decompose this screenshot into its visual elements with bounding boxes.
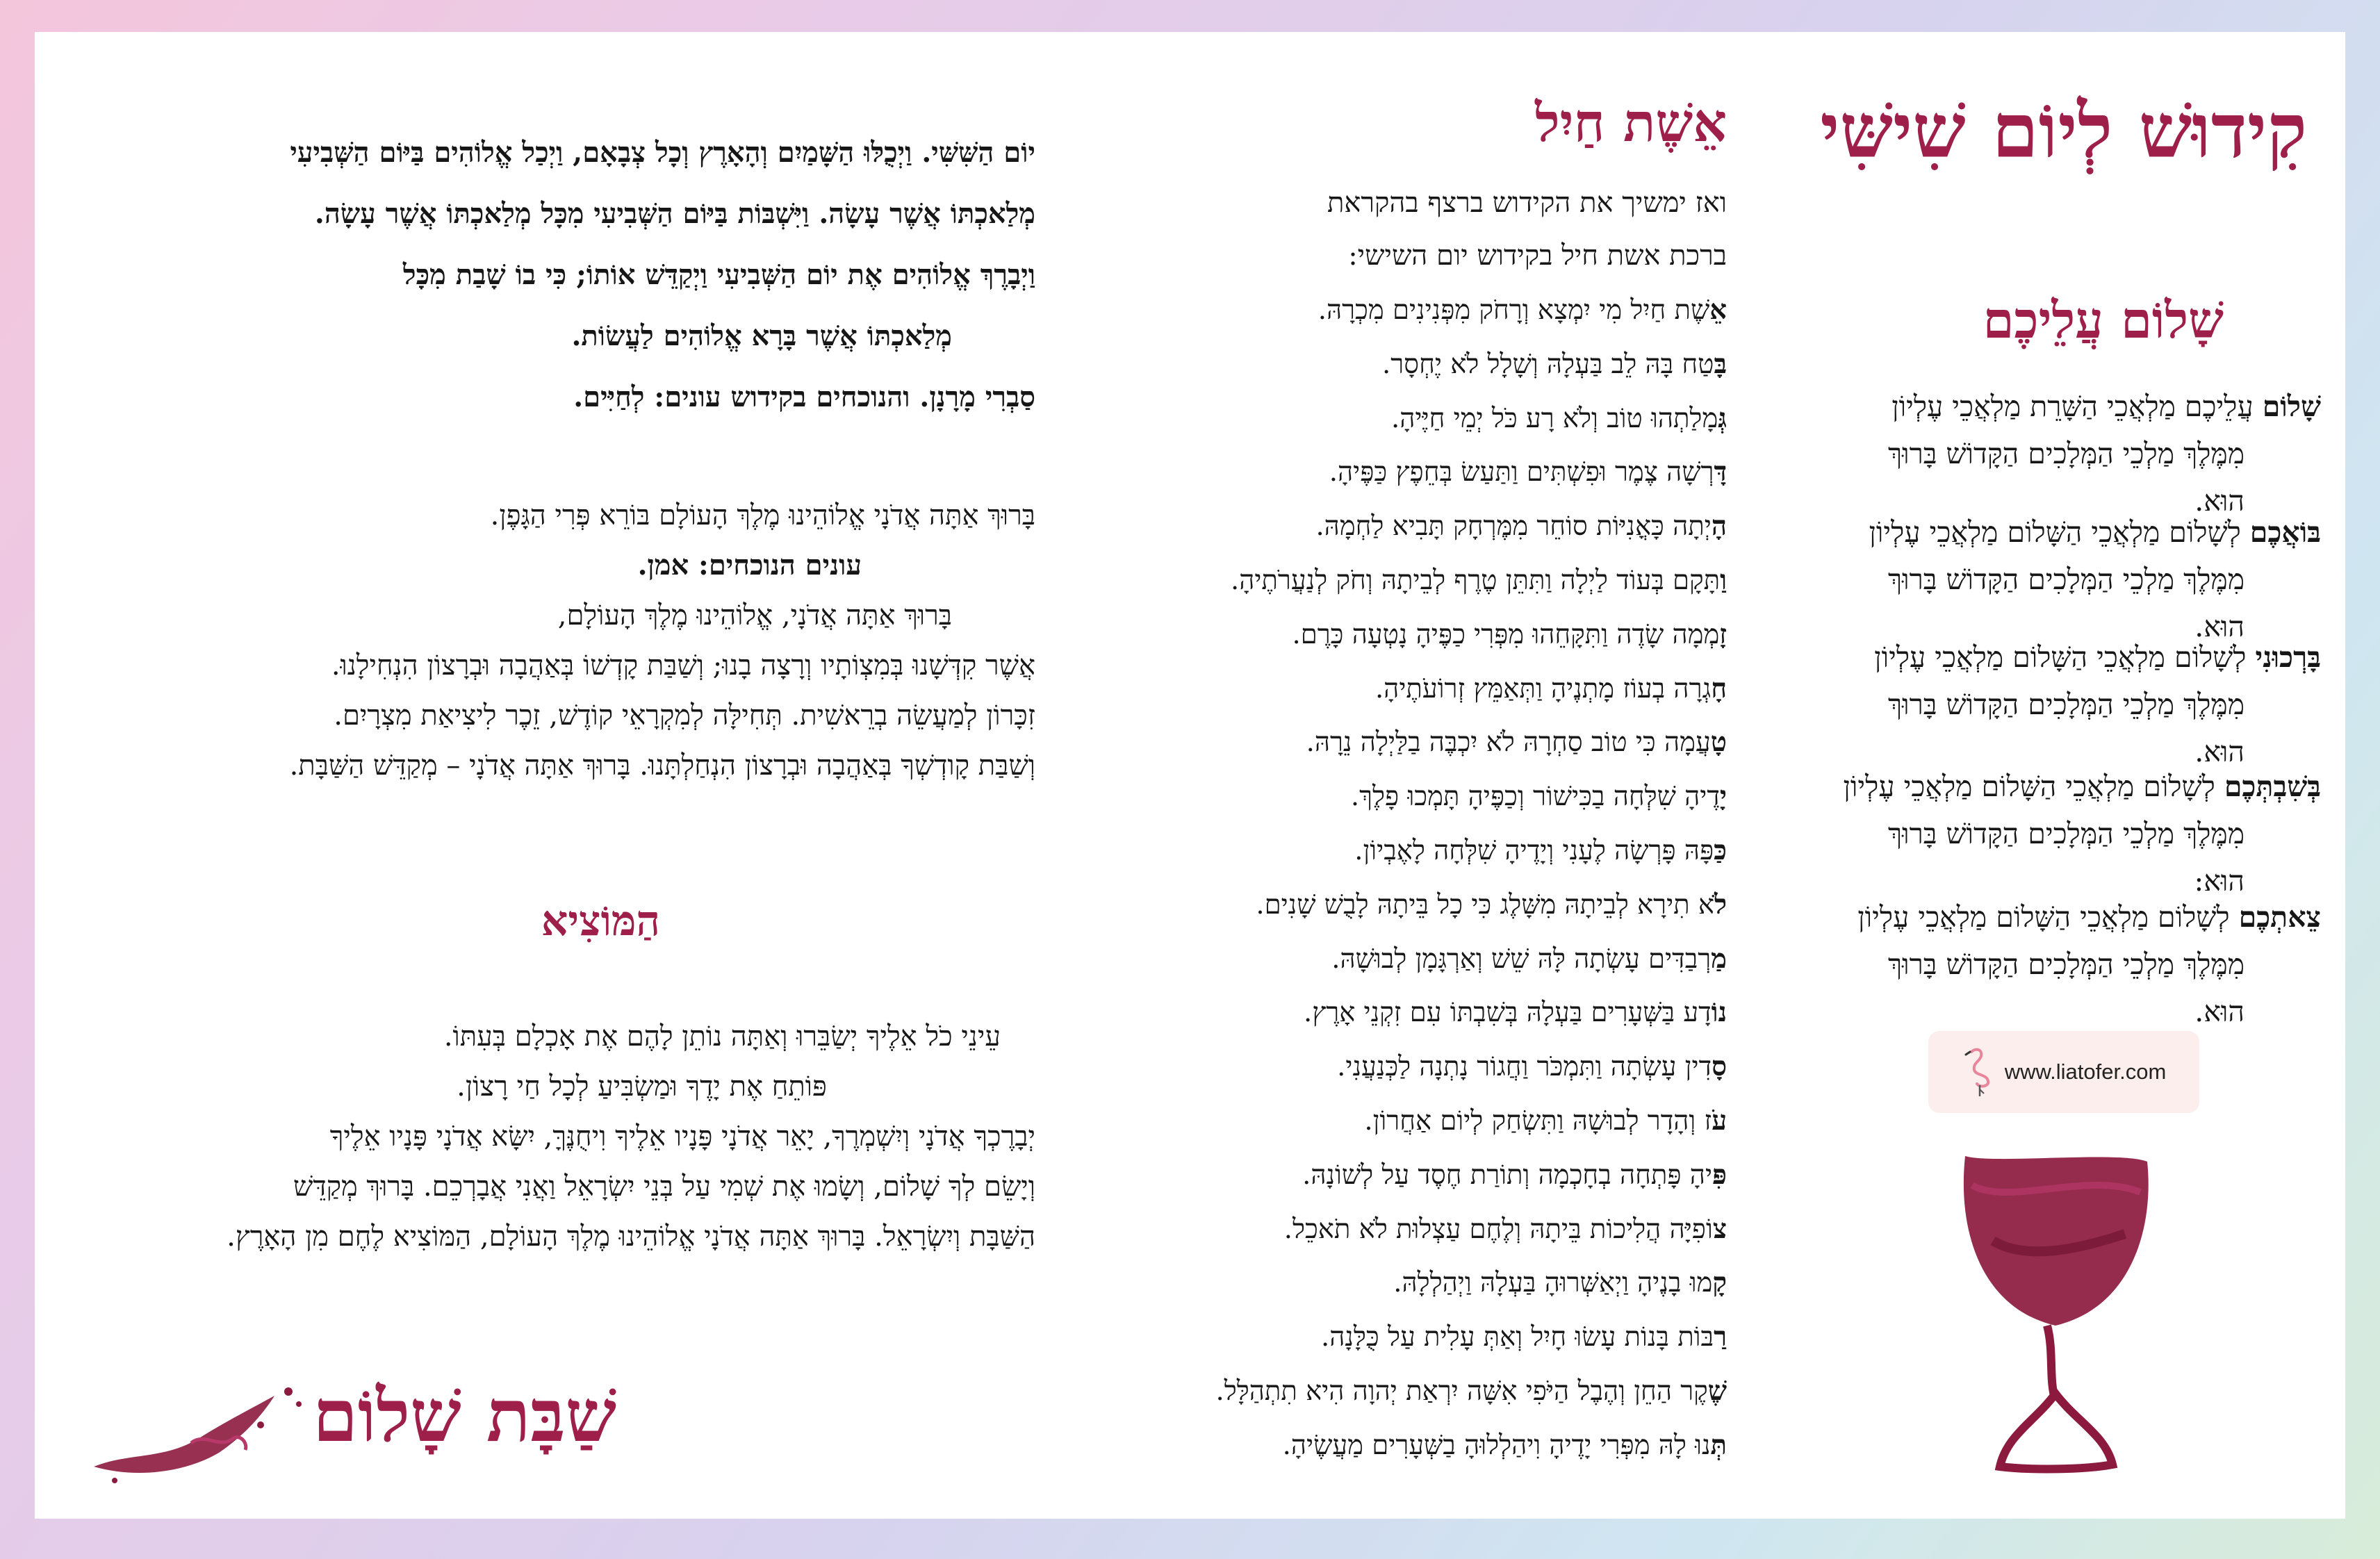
stanza-line: מִמֶּלֶךְ מַלְכֵי הַמְּלָכִים הַקָּדוֹשׁ בָּרוּךְ הוּא.	[1887, 437, 2244, 518]
verse-text: פָּהּ פָּרְשָׂה לֶעָנִי וְיָדֶיהָ שִׁלְּחָה לָאֶבְיוֹן.	[1354, 834, 1714, 866]
verse	[1008, 554, 1727, 608]
verse-text: יְתָה כָּאֳנִיּוֹת סוֹחֵר מִמֶּרְחָק תָּבִיא לַחְמָהּ.	[1315, 511, 1712, 543]
verse-initial: נוֹ	[1711, 997, 1727, 1029]
verse-initial: תְּ	[1710, 1429, 1727, 1461]
verse-initial: פִּ	[1712, 1159, 1727, 1191]
text-line: יְבָרֶכְךָ אֲדֹנָי וְיִשְׁמְרֶךָ, יָאֵר אֲדֹנָי פָּנָיו אֵלֶיךָ וִיחֻנֶּךָּ, יִשָּׂא אֲדֹנָי פָּנָיו אֵלֶיךָ	[329, 1121, 1035, 1153]
closing-title: שַׁבָּת שָׁלוֹם	[313, 1373, 617, 1458]
verse-initial: עֹ	[1712, 1105, 1727, 1137]
verse-initial: הָ	[1711, 511, 1727, 543]
verse-initial: זָ	[1719, 618, 1727, 650]
text-line: וְשַׁבַּת קָודְשְׁךָ בְּאַהֲבָה וּבְרָצוֹן הִנְחַלְתָּנוּ. בָּרוּךְ אַתָּה אֲדֹנָי – מְקַדֵּשׁ הַשַּׁבָּת.	[289, 750, 1035, 782]
verse	[1008, 716, 1727, 770]
section-title-eshet-chayil: אֵשֶׁת חַיִל	[1535, 92, 1727, 154]
stanza-line: לְשָׁלוֹם מַלְאֲכֵי הַשָּׁלוֹם מַלְאֲכֵי עֶלְיוֹן	[1843, 770, 2224, 803]
text-line: מְלַאכְתּוֹ אֲשֶׁר בָּרָא אֱלוֹהִים לַעֲשׂוֹת.	[571, 320, 952, 352]
text-line: זִכָּרוֹן לְמַעֲשֵׂה בְרֵאשִׁית. תְּחִילָּה לְמִקְרָאֵי קוֹדֶשׁ, זֵכֶר לִיצִיאַת מִצְרָיִם.	[334, 700, 1035, 732]
verse	[1008, 1094, 1727, 1148]
text-line: פּוֹתֵחַ אֶת יָדֶךָ וּמַשְׂבִּיעַ לְכָל חַי רָצוֹן.	[457, 1071, 827, 1103]
wine-blessing	[132, 490, 1035, 791]
verse-initial: גְּ	[1718, 402, 1727, 434]
verse-text: בּוֹת בָּנוֹת עָשׂוּ חָיִל וְאַתְּ עָלִית עַל כֻּלָּנָה.	[1321, 1321, 1714, 1353]
verse-initial: מַ	[1711, 943, 1727, 975]
stanza-line: מִמֶּלֶךְ מַלְכֵי הַמְּלָכִים הַקָּדוֹשׁ בָּרוּךְ הוּא.	[1887, 948, 2244, 1028]
verse-initial: שֶׁ	[1707, 1375, 1727, 1407]
section-title-hamotzi: הַמּוֹצִיא	[541, 897, 660, 946]
verse	[1008, 392, 1727, 446]
verse-text: גְרָה בְעוֹז מָתְנֶיהָ וַתְּאַמֵּץ זְרוֹעֹתֶיהָ.	[1374, 673, 1712, 704]
verse-initial: בָּ	[1714, 348, 1727, 380]
verse-text: דָע בַּשְּׁעָרִים בַּעְלָהּ בְּשִׁבְתּוֹ עִם זִקְנֵי אָרֶץ.	[1303, 997, 1712, 1029]
verse-initial: אֵ	[1709, 295, 1727, 326]
verse	[1008, 932, 1727, 987]
text-line: וַיְבָרֶךְ אֱלוֹהִים אֶת יוֹם הַשְּׁבִיעִי וַיְקַדֵּשׁ אוֹתוֹ; כִּי בוֹ שָׁבַת מִכָּל	[402, 258, 1035, 291]
instruction-line: ברכת אשת חיל בקידוש יום השישי:	[1348, 240, 1727, 272]
verse-text: א תִירָא לְבֵיתָהּ מִשָּׁלֶג כִּי כָל בֵּיתָהּ לָבֻשׁ שָׁנִים.	[1256, 889, 1714, 921]
verse-initial: וַ	[1720, 564, 1727, 596]
verse-text: מוּ בָנֶיהָ וַיְאַשְּׁרוּהָ בַּעְלָהּ וַיְהַלְלָהּ.	[1393, 1267, 1713, 1299]
stanza	[1841, 634, 2321, 775]
verse-text: טַח בָּהּ לֵב בַּעְלָהּ וְשָׁלָל לֹא יֶחְסָר.	[1382, 348, 1714, 380]
stanza-line: עֲלֵיכֶם מַלְאֲכֵי הַשָּׁרֵת מַלְאֲכֵי עֶלְיוֹן	[1891, 390, 2263, 423]
kiddush-sheet	[35, 32, 2345, 1519]
verse-initial: כַּ	[1714, 834, 1727, 866]
verse-initial: דָּ	[1714, 456, 1727, 488]
verse-text: שֶׁת חַיִל מִי יִמְצָא וְרָחֹק מִפְּנִינִים מִכְרָהּ.	[1318, 295, 1710, 326]
verse-text: רְבַדִּים עָשְׂתָה לָּהּ שֵׁשׁ וְאַרְגָּמָן לְבוּשָׁהּ.	[1331, 943, 1712, 975]
section-title-shalom-aleichem: שָׁלוֹם עֲלֵיכֶם	[1983, 290, 2224, 349]
verse	[1008, 283, 1727, 338]
text-line: יוֹם הַשִּׁשִּׁי. וַיְכֻלּוּ הַשָּׁמַיִם וְהָאָרֶץ וְכָל צְבָאָם, וַיְכַל אֱלוֹהִים בַּיּוֹם הַשְּׁבִיעִי	[290, 136, 1035, 169]
verse-text: רְשָׁה צֶמֶר וּפִשְׁתִּים וַתַּעַשׂ בְּחֵפֶץ כַּפֶּיהָ.	[1329, 456, 1714, 488]
verse-text: קֶר הַחֵן וְהֶבֶל הַיֹּפִי אִשָּׁה יִרְאַת יְהוָה הִיא תִתְהַלָּל.	[1215, 1375, 1708, 1407]
verse-text: ז וְהָדָר לְבוּשָׁהּ וַתִּשְׂחַק לְיוֹם אַחֲרוֹן.	[1364, 1105, 1712, 1137]
verse-text: דִין עָשְׂתָה וַתִּמְכֹּר וַחֲגוֹר נָתְנָה לַכְּנַעֲנִי.	[1337, 1051, 1712, 1083]
page-title: קִידוּשׁ לְיוֹם שִׁישִּׁי	[1820, 88, 2307, 175]
stanza-line: מִמֶּלֶךְ מַלְכֵי הַמְּלָכִים הַקָּדוֹשׁ בָּרוּךְ הוּא.	[1887, 688, 2244, 768]
verse	[1008, 1148, 1727, 1203]
verse	[1008, 1203, 1727, 1257]
flamingo-icon	[1962, 1046, 1994, 1098]
stanza-keyword: בְּשִׁבְתְּכֶם	[2224, 770, 2321, 803]
verse	[1008, 608, 1727, 662]
verse	[1008, 1310, 1727, 1364]
stanza-line: לְשָׁלוֹם מַלְאֲכֵי הַשָּׁלוֹם מַלְאֲכֵי עֶלְיוֹן	[1869, 515, 2250, 549]
stanza-keyword: שָׁלוֹם	[2262, 390, 2321, 423]
verse-text: עֲמָה כִּי טוֹב סַחְרָהּ לֹא יִכְבֶּה בַלַּיְלָה נֵרָהּ.	[1306, 727, 1711, 759]
verse-initial: יָ	[1719, 781, 1727, 813]
response-line: עונים הנוכחים: אמן.	[637, 549, 862, 581]
wine-splash-icon	[87, 1383, 316, 1487]
verse	[1008, 338, 1727, 392]
kiddush-text	[132, 122, 1035, 428]
verse-text: מְמָה שָׂדֶה וַתִּקָּחֵהוּ מִפְּרִי כַפֶּיהָ נָטְעָה כָּרֶם.	[1292, 618, 1720, 650]
verse-text: יהָ פָּתְחָה בְחָכְמָה וְתוֹרַת חֶסֶד עַל לְשׁוֹנָהּ.	[1302, 1159, 1713, 1191]
verse	[1008, 1256, 1727, 1310]
verse	[1008, 1040, 1727, 1094]
verse-initial: לֹ	[1714, 889, 1727, 921]
website-url[interactable]: www.liatofer.com	[2004, 1059, 2167, 1084]
verse	[1008, 824, 1727, 878]
text-line: בָּרוּךְ אַתָּה אֲדֹנָי אֱלוֹהֵינוּ מֶלֶךְ הָעוֹלָם בּוֹרֵא פְּרִי הַגָּפֶן.	[490, 500, 1035, 531]
verse-list	[1008, 283, 1727, 1473]
verse	[1008, 445, 1727, 500]
website-link[interactable]	[1928, 1031, 2199, 1113]
stanza-keyword: צֵאתְכֶם	[2238, 900, 2321, 934]
verse-initial: קָ	[1712, 1267, 1727, 1299]
verse-text: נוּ לָהּ מִפְּרִי יָדֶיהָ וִיהַלְלוּהָ בַשְּׁעָרִים מַעֲשֶׂיהָ.	[1282, 1429, 1711, 1461]
verse-initial: סָ	[1712, 1051, 1727, 1083]
text-line: מְלַאכְתּוֹ אֲשֶׁר עָשָׂה. וַיִּשְׁבּוֹת בַּיּוֹם הַשְּׁבִיעִי מִכָּל מְלַאכְתּוֹ אֲשֶׁר עָשָׂה.	[314, 197, 1035, 230]
text-line: הַשַּׁבָּת וְיִשְׂרָאֵל. בָּרוּךְ אַתָּה אֲדֹנָי אֱלוֹהֵינוּ מֶלֶךְ הָעוֹלָם, הַמּוֹצִיא לֶחֶם מִן הָאָרֶץ.	[227, 1221, 1035, 1253]
stanza-line: לְשָׁלוֹם מַלְאֲכֵי הַשָּׁלוֹם מַלְאֲכֵי עֶלְיוֹן	[1857, 900, 2239, 934]
instructions	[1008, 176, 1727, 282]
verse	[1008, 1364, 1727, 1419]
verse-initial: רַ	[1714, 1321, 1727, 1353]
stanza-line: לְשָׁלוֹם מַלְאֲכֵי הַשָּׁלוֹם מַלְאֲכֵי עֶלְיוֹן	[1874, 641, 2256, 674]
stanza	[1841, 383, 2321, 525]
verse	[1008, 878, 1727, 932]
stanza	[1841, 893, 2321, 1035]
instruction-line: ואז ימשיך את הקידוש ברצף בהקראת	[1327, 187, 1727, 219]
hamotzi-text	[132, 1012, 1035, 1262]
stanza	[1841, 763, 2321, 905]
verse-text: מָלַתְהוּ טוֹב וְלֹא רָע כֹּל יְמֵי חַיֶּיהָ.	[1391, 402, 1718, 434]
verse-text: וֹפִיָּה הֲלִיכוֹת בֵּיתָהּ וְלֶחֶם עַצְלוּת לֹא תֹאכֵל.	[1283, 1213, 1713, 1245]
verse	[1008, 986, 1727, 1040]
verse-text: תָּקָם בְּעוֹד לַיְלָה וַתִּתֵּן טֶרֶף לְבֵיתָהּ וְחֹק לְנַעֲרֹתֶיהָ.	[1230, 564, 1721, 596]
text-line: עֵינֵי כֹל אֵלֶיךָ יְשַׂבֵּרוּ וְאַתָּה נוֹתֵן לָהֶם אֶת אָכְלָם בְּעִתּוֹ.	[443, 1021, 1001, 1053]
text-line: בָּרוּךְ אַתָּה אֲדֹנָי, אֱלוֹהֵינוּ מֶלֶךְ הָעוֹלָם,	[557, 600, 952, 632]
verse	[1008, 770, 1727, 824]
verse-text: דֶיהָ שִׁלְּחָה בַכִּישׁוֹר וְכַפֶּיהָ תָּמְכוּ פָלֶךְ.	[1350, 781, 1720, 813]
verse	[1008, 662, 1727, 716]
verse	[1008, 1419, 1727, 1473]
stanza-keyword: בּוֹאֲכֶם	[2249, 515, 2321, 549]
verse-initial: טָ	[1710, 727, 1727, 759]
stanza	[1841, 509, 2321, 650]
verse-initial: חָ	[1711, 673, 1727, 704]
text-line: סַבְרִי מָרָנָן. והנוכחים בקידוש עונים: לְחַיִּים.	[573, 381, 1035, 413]
stanza-line: מִמֶּלֶךְ מַלְכֵי הַמְּלָכִים הַקָּדוֹשׁ בָּרוּךְ הוּא.	[1887, 563, 2244, 643]
wine-glass-icon	[1951, 1144, 2160, 1477]
text-line: וְיָשֵׂם לְךָ שָׁלוֹם, וְשָׂמוּ אֶת שְׁמִי עַל בְּנֵי יִשְׂרָאֵל וַאֲנִי אֲבָרְכֵם. בָּרוּךְ מְקַדֵּשׁ	[293, 1171, 1035, 1203]
verse-initial: צ	[1712, 1213, 1727, 1245]
text-line: אֲשֶׁר קִדְּשָׁנוּ בְּמִצְוֹתָיו וְרָצָה בָנוּ; וְשַׁבַּת קָדְשׁוֹ בְּאַהֲבָה וּבְרָצוֹן הִנְחִילָנוּ.	[331, 650, 1035, 682]
stanza-keyword: בָּרְכוּנִי	[2255, 641, 2321, 674]
verse	[1008, 500, 1727, 554]
stanza-line: מִמֶּלֶךְ מַלְכֵי הַמְּלָכִים הַקָּדוֹשׁ בָּרוּךְ הוּא:	[1887, 817, 2244, 898]
